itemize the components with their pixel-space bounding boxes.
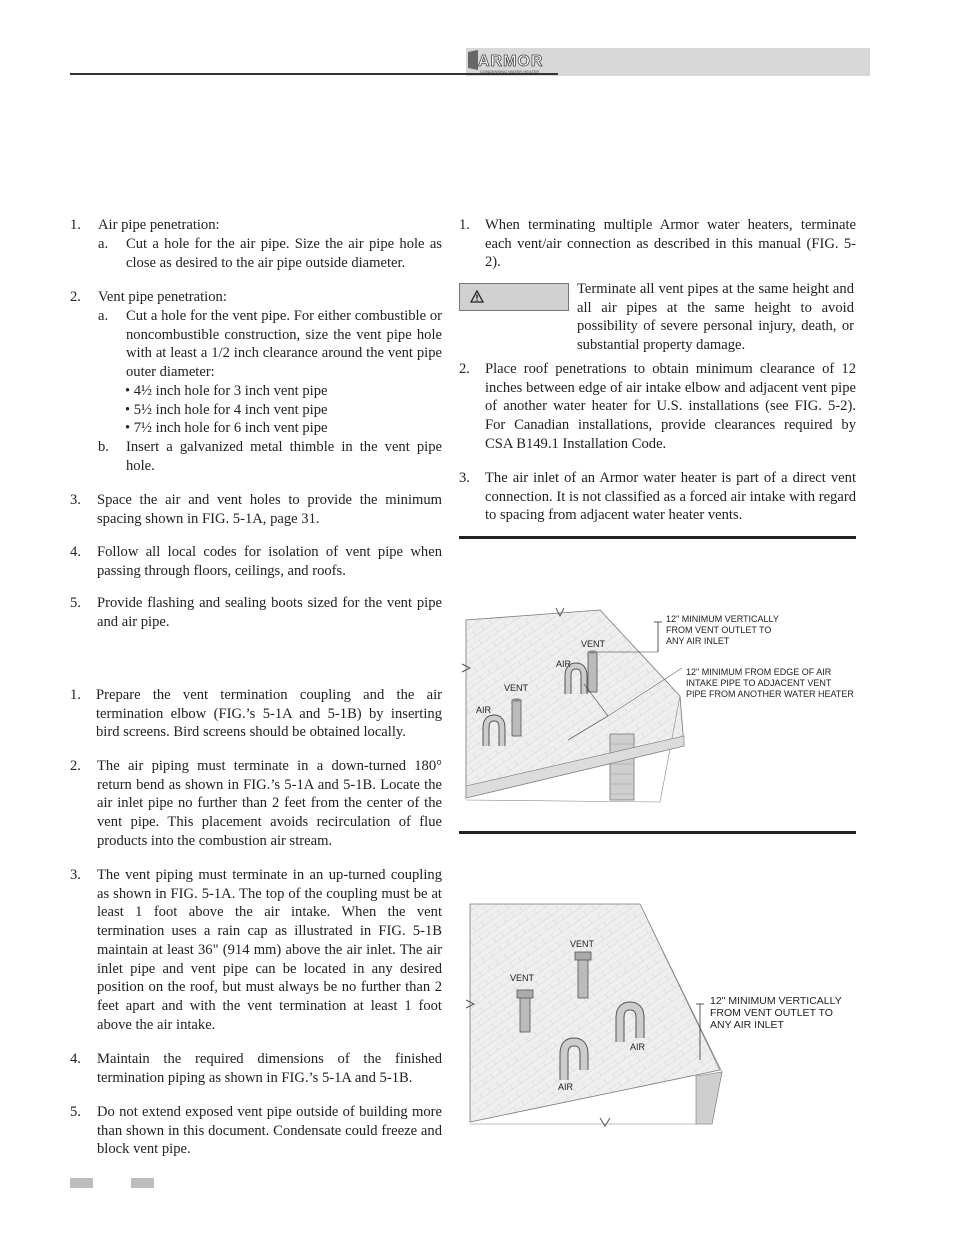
- item-text: Follow all local codes for isolation of vent pipe when passing through floors, ceilings, and roofs.: [97, 544, 442, 579]
- label-air: AIR: [558, 1082, 574, 1092]
- item-text: Maintain the required dimensions of the finished termination piping as shown in FIG.’s 5-1A and 5-1B.: [97, 1051, 442, 1086]
- roof-surface: [470, 904, 720, 1122]
- item-number: 1.: [70, 687, 81, 703]
- label-air: AIR: [556, 659, 572, 669]
- label-vent: VENT: [510, 973, 535, 983]
- item-number: 5.: [70, 595, 81, 611]
- item-text: Provide flashing and sealing boots sized for the vent pipe and air pipe.: [97, 595, 442, 630]
- item-number: 3.: [70, 867, 81, 883]
- callout-vertical-clearance: 12" MINIMUM VERTICALLY FROM VENT OUTLET TO ANY AIR INLET: [666, 614, 779, 646]
- figure-multiple-vent-roof: [460, 604, 860, 804]
- footer-page-tab: [70, 1178, 93, 1188]
- warning-text: Terminate all vent pipes at the same height and all air pipes at the same height to avoid possibility of severe personal injury, death, or substantial property damage.: [577, 281, 854, 354]
- warning-label-box: [459, 283, 569, 311]
- item-text: Do not extend exposed vent pipe outside of building more than shown in this document. Condensate could freeze and block vent pipe.: [97, 1104, 442, 1158]
- item-text: Air pipe penetration:: [98, 217, 220, 233]
- bullet-item: • 7½ inch hole for 6 inch vent pipe: [125, 420, 328, 436]
- label-vent: VENT: [581, 639, 606, 649]
- vent-pipe-2: [512, 698, 521, 736]
- item-text: The air inlet of an Armor water heater is part of a direct vent connection. It is not classified as a forced air intake with regard to spacing from adjacent water heater vents.: [485, 470, 856, 524]
- item-number: 4.: [70, 544, 81, 560]
- sub-text: Cut a hole for the air pipe. Size the air pipe hole as close as desired to the air pipe outside diameter.: [126, 236, 442, 271]
- item-text: When terminating multiple Armor water heaters, terminate each vent/air connection as described in this manual (FIG. 5-2).: [485, 217, 856, 271]
- figure-rule-1: [459, 536, 856, 539]
- item-text: The air piping must terminate in a down-turned 180° return bend as shown in FIG.’s 5-1A and 5-1B. Locate the air inlet pipe no further than 2 feet from the center of the vent pipe. This placement avoids recirculation of flue products into the combustion air stream.: [97, 758, 442, 849]
- item-text: The vent piping must terminate in an up-turned coupling as shown in FIG. 5-1A. The top of the coupling must be at least 1 foot above the air intake. When the vent termination uses a rain cap as illustrated in FIG. 5-1B maintain at least 36" (914 mm) above the air inlet. The air inlet pipe and vent pipe can be located in any desired position on the roof, but must always be no further than 2 feet apart and with the vent termination at least 1 foot above the air intake.: [97, 867, 442, 1033]
- label-vent: VENT: [570, 939, 595, 949]
- footer-section-tab: [131, 1178, 154, 1188]
- item-text: Prepare the vent termination coupling and the air termination elbow (FIG.’s 5-1A and 5-1B) by inserting bird screens. Bird screens should be obtained locally.: [96, 687, 442, 741]
- figure-rule-2: [459, 831, 856, 834]
- item-number: 3.: [70, 492, 81, 508]
- item-number: 3.: [459, 470, 470, 486]
- figure-rain-cap-roof: [460, 900, 860, 1132]
- item-number: 1.: [459, 217, 470, 233]
- item-number: 5.: [70, 1104, 81, 1120]
- label-air: AIR: [630, 1042, 646, 1052]
- sub-text: Insert a galvanized metal thimble in the vent pipe hole.: [126, 439, 442, 474]
- sub-letter: a.: [98, 308, 109, 324]
- logo-brand: ARMOR: [478, 53, 544, 70]
- item-text: Place roof penetrations to obtain minimum clearance of 12 inches between edge of air intake elbow and adjacent vent pipe of another water heater for U.S. installations (see FIG. 5-2). For Canadian installations, provide clearances required by CSA B149.1 Installation Code.: [485, 361, 856, 452]
- item-number: 4.: [70, 1051, 81, 1067]
- item-number: 2.: [70, 758, 81, 774]
- sub-letter: b.: [98, 439, 109, 455]
- bullet-item: • 4½ inch hole for 3 inch vent pipe: [125, 383, 328, 399]
- item-text: Space the air and vent holes to provide the minimum spacing shown in FIG. 5-1A, page 31.: [97, 492, 442, 527]
- bullet-item: • 5½ inch hole for 4 inch vent pipe: [125, 402, 328, 418]
- label-vent: VENT: [504, 683, 529, 693]
- armor-logo: [466, 48, 560, 76]
- sub-text: Cut a hole for the vent pipe. For either combustible or noncombustible construction, size the vent pipe hole with at least a 1/2 inch clearance around the vent pipe outer diameter:: [126, 308, 442, 381]
- item-number: 2.: [459, 361, 470, 377]
- callout-vertical-clearance: 12" MINIMUM VERTICALLY FROM VENT OUTLET TO ANY AIR INLET: [710, 995, 842, 1031]
- item-number: 2.: [70, 289, 81, 305]
- sub-letter: a.: [98, 236, 109, 252]
- warning-triangle-icon: [470, 290, 484, 303]
- logo-tagline: CONDENSING WATER HEATER: [480, 69, 540, 74]
- vent-pipe-1: [588, 650, 597, 692]
- item-number: 1.: [70, 217, 81, 233]
- callout-horizontal-clearance: 12" MINIMUM FROM EDGE OF AIR INTAKE PIPE TO ADJACENT VENT PIPE FROM ANOTHER WATER HEATER: [686, 667, 854, 699]
- item-text: Vent pipe penetration:: [98, 289, 227, 305]
- label-air: AIR: [476, 705, 492, 715]
